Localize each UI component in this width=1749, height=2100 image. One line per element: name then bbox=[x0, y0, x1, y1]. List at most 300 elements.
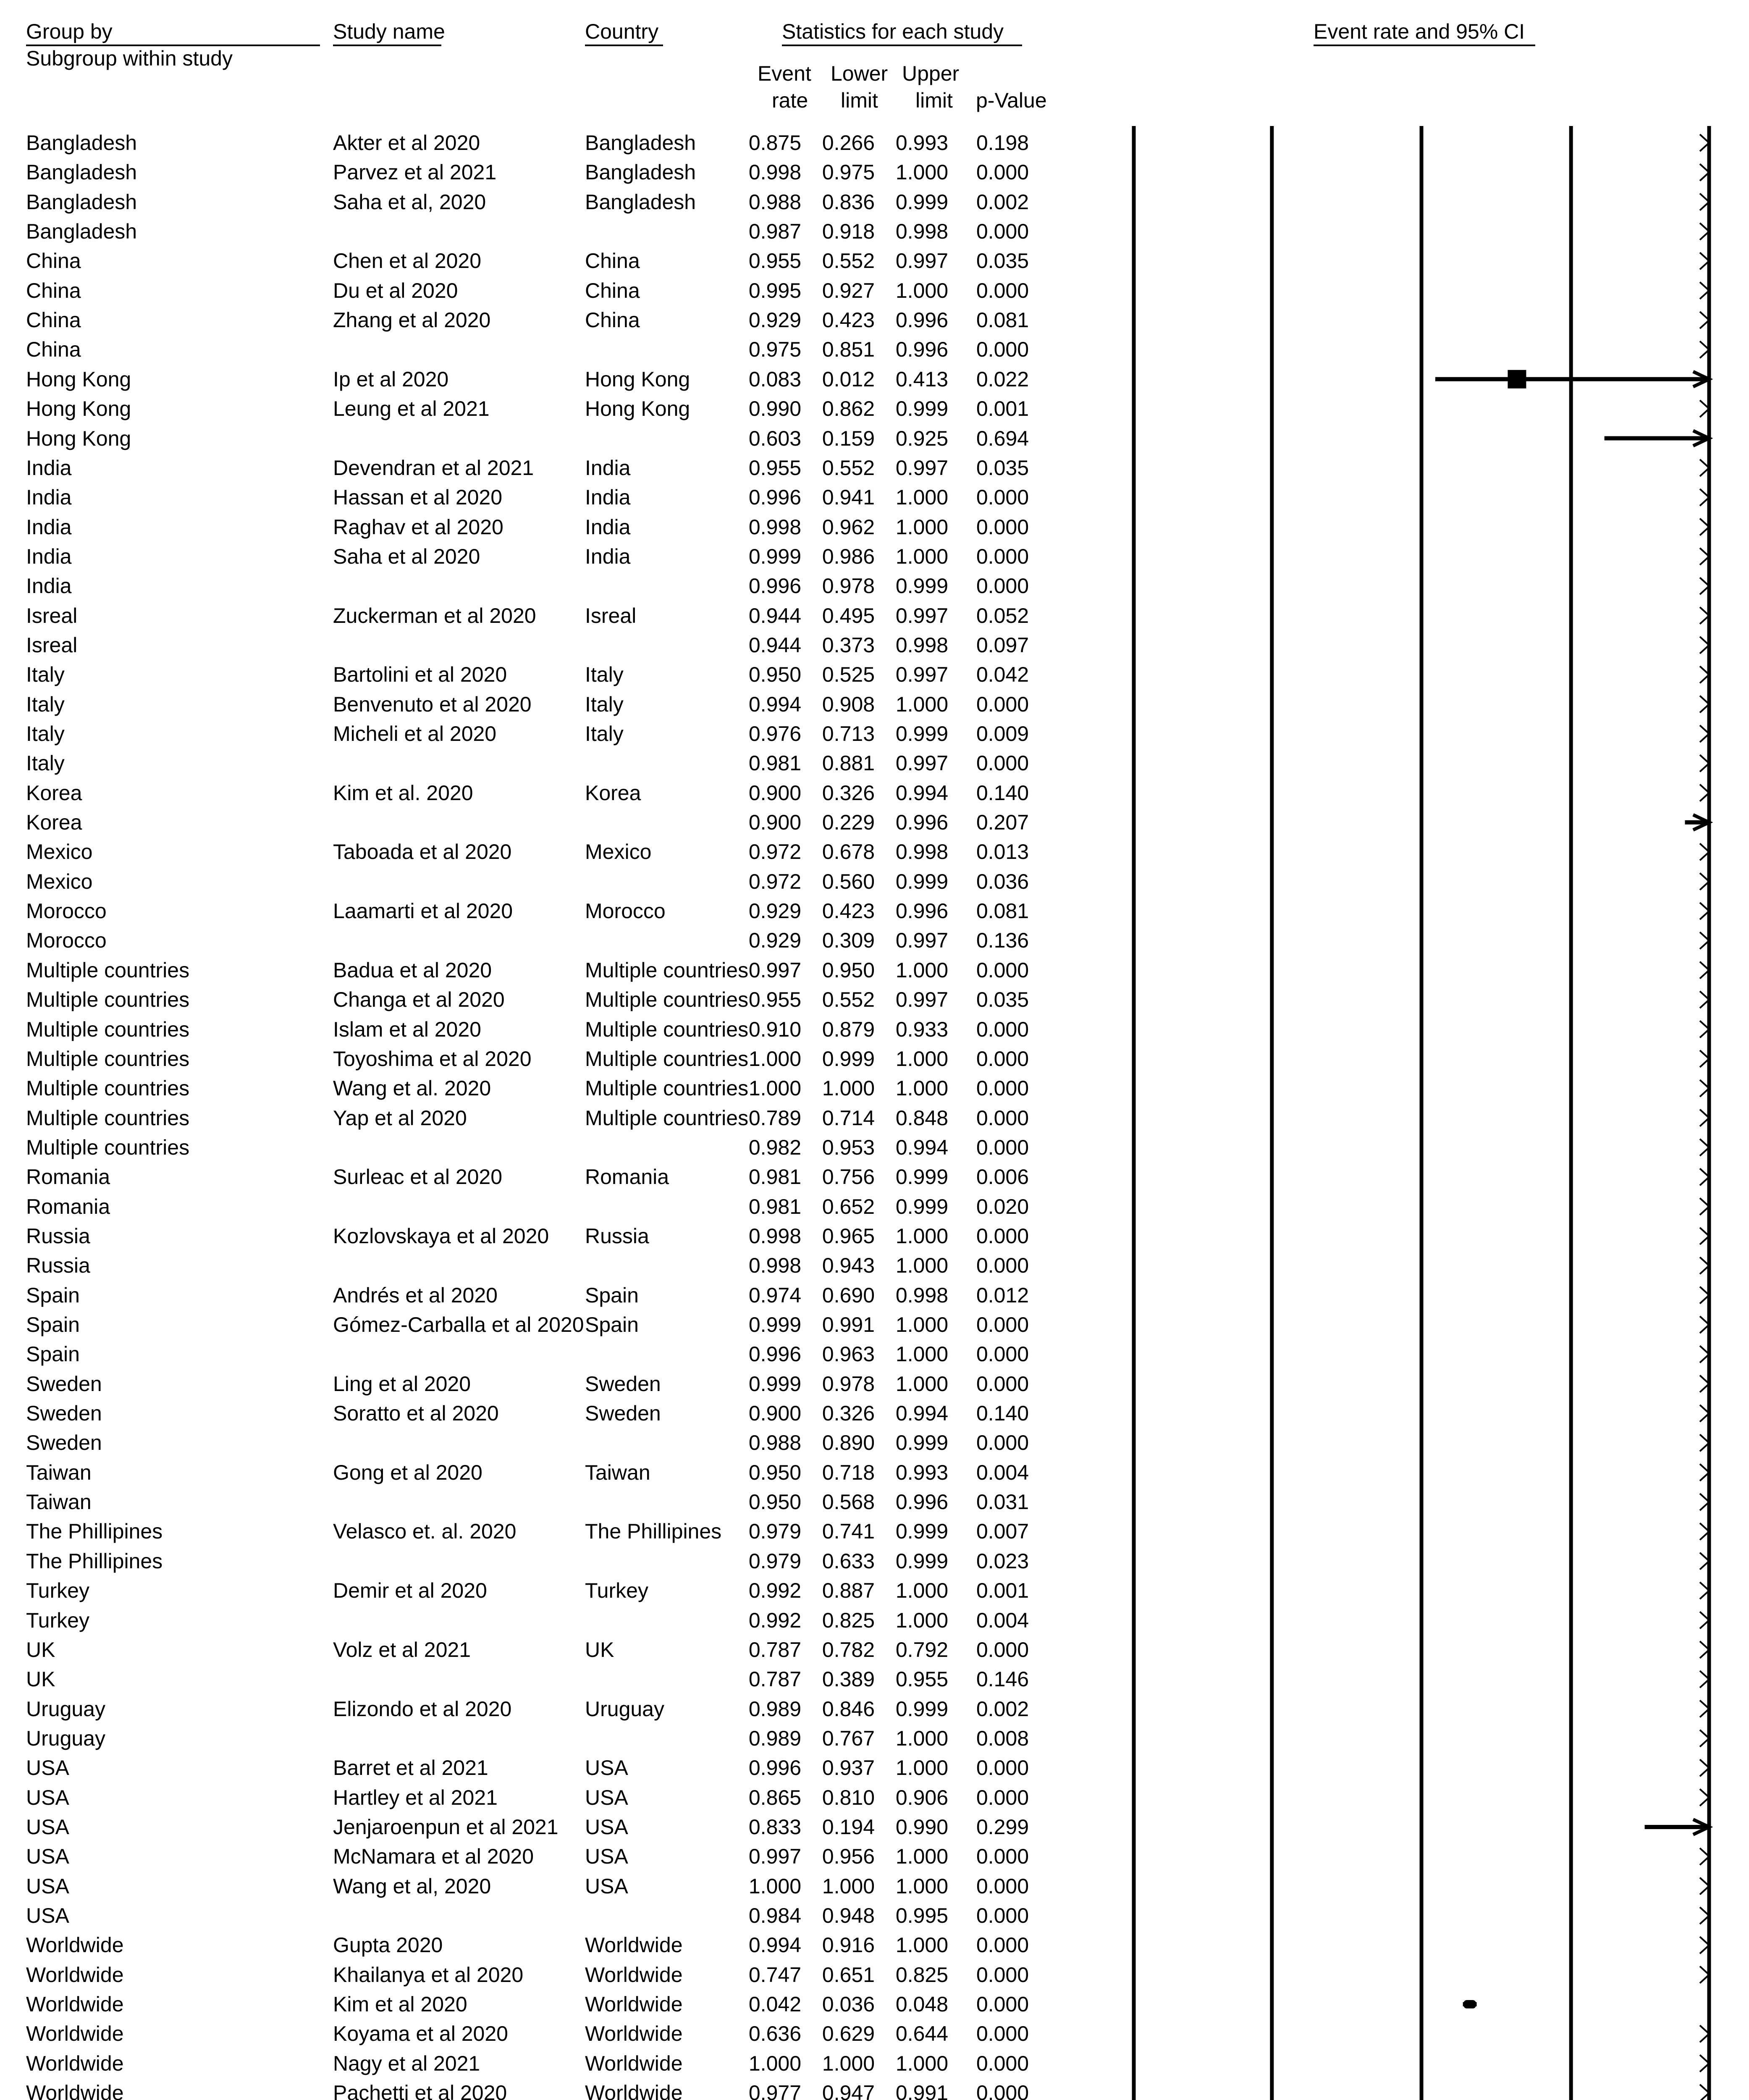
row-p-value: 0.000 bbox=[976, 1785, 1029, 1809]
row-lower-limit: 0.552 bbox=[822, 456, 875, 480]
row-p-value: 0.013 bbox=[976, 840, 1029, 864]
row-group: Taiwan bbox=[26, 1460, 92, 1484]
row-event-rate: 0.988 bbox=[748, 190, 801, 214]
row-group: Italy bbox=[26, 751, 65, 775]
row-group: The Phillipines bbox=[26, 1520, 163, 1544]
row-upper-limit: 1.000 bbox=[895, 1047, 948, 1071]
row-p-value: 0.000 bbox=[976, 751, 1029, 775]
row-group: Spain bbox=[26, 1342, 80, 1366]
row-event-rate: 0.955 bbox=[748, 456, 801, 480]
row-group: USA bbox=[26, 1785, 69, 1809]
row-study-name: Elizondo et al 2020 bbox=[333, 1697, 512, 1721]
row-country: China bbox=[585, 308, 640, 332]
row-study-name: Raghav et al 2020 bbox=[333, 515, 503, 539]
row-lower-limit: 0.552 bbox=[822, 988, 875, 1012]
row-p-value: 0.000 bbox=[976, 1372, 1029, 1396]
row-p-value: 0.000 bbox=[976, 1874, 1029, 1898]
row-group: Bangladesh bbox=[26, 131, 137, 155]
row-group: Morocco bbox=[26, 929, 107, 953]
row-group: India bbox=[26, 486, 72, 509]
row-group: Worldwide bbox=[26, 2051, 124, 2075]
row-event-rate: 0.900 bbox=[748, 781, 801, 805]
row-event-rate: 0.950 bbox=[748, 663, 801, 687]
row-upper-limit: 0.048 bbox=[895, 1992, 948, 2016]
row-group: Multiple countries bbox=[26, 988, 190, 1012]
header-stats: Statistics for each study bbox=[782, 20, 1004, 43]
row-upper-limit: 0.994 bbox=[895, 781, 948, 805]
row-event-rate: 0.787 bbox=[748, 1638, 801, 1662]
row-p-value: 0.012 bbox=[976, 1283, 1029, 1307]
row-group: Multiple countries bbox=[26, 1106, 190, 1130]
row-p-value: 0.022 bbox=[976, 367, 1029, 391]
row-country: India bbox=[585, 486, 631, 509]
row-p-value: 0.000 bbox=[976, 1135, 1029, 1159]
row-lower-limit: 1.000 bbox=[822, 1076, 875, 1100]
row-p-value: 0.000 bbox=[976, 958, 1029, 982]
row-p-value: 0.000 bbox=[976, 692, 1029, 716]
row-country: Italy bbox=[585, 692, 624, 716]
row-country: Worldwide bbox=[585, 1963, 683, 1987]
row-upper-limit: 1.000 bbox=[895, 1608, 948, 1632]
row-group: Italy bbox=[26, 663, 65, 687]
row-study-name: Kim et al. 2020 bbox=[333, 781, 473, 805]
row-country: India bbox=[585, 544, 631, 568]
row-lower-limit: 0.651 bbox=[822, 1963, 875, 1987]
point-estimate bbox=[1508, 370, 1526, 388]
row-country: Romania bbox=[585, 1165, 669, 1189]
row-upper-limit: 1.000 bbox=[895, 1933, 948, 1957]
row-group: Turkey bbox=[26, 1608, 89, 1632]
row-group: USA bbox=[26, 1756, 69, 1780]
row-event-rate: 0.981 bbox=[748, 1165, 801, 1189]
row-lower-limit: 0.690 bbox=[822, 1283, 875, 1307]
row-lower-limit: 0.373 bbox=[822, 633, 875, 657]
row-lower-limit: 0.851 bbox=[822, 338, 875, 362]
row-group: Romania bbox=[26, 1165, 110, 1189]
row-lower-limit: 0.423 bbox=[822, 308, 875, 332]
row-upper-limit: 1.000 bbox=[895, 1845, 948, 1869]
row-p-value: 0.146 bbox=[976, 1667, 1029, 1691]
row-event-rate: 0.875 bbox=[748, 131, 801, 155]
row-study-name: Velasco et. al. 2020 bbox=[333, 1520, 517, 1544]
row-study-name: Taboada et al 2020 bbox=[333, 840, 512, 864]
row-study-name: Kim et al 2020 bbox=[333, 1992, 467, 2016]
row-lower-limit: 0.862 bbox=[822, 397, 875, 421]
header-lower-2: limit bbox=[841, 89, 878, 112]
row-event-rate: 0.865 bbox=[748, 1785, 801, 1809]
row-event-rate: 0.995 bbox=[748, 278, 801, 302]
row-group: Bangladesh bbox=[26, 190, 137, 214]
row-event-rate: 0.944 bbox=[748, 604, 801, 627]
row-group: Isreal bbox=[26, 604, 78, 627]
row-event-rate: 0.984 bbox=[748, 1904, 801, 1927]
row-group: Worldwide bbox=[26, 2081, 124, 2100]
row-country: USA bbox=[585, 1785, 628, 1809]
row-upper-limit: 1.000 bbox=[895, 515, 948, 539]
row-p-value: 0.002 bbox=[976, 1697, 1029, 1721]
row-country: Multiple countries bbox=[585, 1017, 749, 1041]
row-upper-limit: 1.000 bbox=[895, 1254, 948, 1278]
row-group: India bbox=[26, 456, 72, 480]
row-p-value: 0.140 bbox=[976, 781, 1029, 805]
row-lower-limit: 0.678 bbox=[822, 840, 875, 864]
row-p-value: 0.000 bbox=[976, 1638, 1029, 1662]
row-country: Multiple countries bbox=[585, 1106, 749, 1130]
row-p-value: 0.000 bbox=[976, 2022, 1029, 2046]
row-upper-limit: 0.999 bbox=[895, 397, 948, 421]
row-country: India bbox=[585, 515, 631, 539]
row-lower-limit: 0.825 bbox=[822, 1608, 875, 1632]
row-upper-limit: 1.000 bbox=[895, 692, 948, 716]
row-group: Taiwan bbox=[26, 1490, 92, 1514]
row-upper-limit: 0.997 bbox=[895, 988, 948, 1012]
row-group: India bbox=[26, 574, 72, 598]
row-upper-limit: 1.000 bbox=[895, 1756, 948, 1780]
row-lower-limit: 0.937 bbox=[822, 1756, 875, 1780]
row-study-name: McNamara et al 2020 bbox=[333, 1845, 534, 1869]
row-lower-limit: 0.652 bbox=[822, 1194, 875, 1218]
row-group: Worldwide bbox=[26, 1933, 124, 1957]
row-lower-limit: 0.963 bbox=[822, 1342, 875, 1366]
row-p-value: 0.000 bbox=[976, 1017, 1029, 1041]
row-country: Korea bbox=[585, 781, 641, 805]
row-upper-limit: 1.000 bbox=[895, 1874, 948, 1898]
row-lower-limit: 0.229 bbox=[822, 811, 875, 835]
row-upper-limit: 0.825 bbox=[895, 1963, 948, 1987]
row-study-name: Badua et al 2020 bbox=[333, 958, 492, 982]
row-lower-limit: 0.713 bbox=[822, 722, 875, 746]
row-upper-limit: 1.000 bbox=[895, 1224, 948, 1248]
row-upper-limit: 0.955 bbox=[895, 1667, 948, 1691]
row-group: Spain bbox=[26, 1313, 80, 1336]
row-study-name: Nagy et al 2021 bbox=[333, 2051, 480, 2075]
row-lower-limit: 0.991 bbox=[822, 1313, 875, 1336]
row-upper-limit: 0.997 bbox=[895, 604, 948, 627]
row-country: Worldwide bbox=[585, 1992, 683, 2016]
row-p-value: 0.198 bbox=[976, 131, 1029, 155]
row-group: Multiple countries bbox=[26, 1017, 190, 1041]
row-upper-limit: 0.848 bbox=[895, 1106, 948, 1130]
row-p-value: 0.031 bbox=[976, 1490, 1029, 1514]
row-event-rate: 0.996 bbox=[748, 1342, 801, 1366]
row-study-name: Micheli et al 2020 bbox=[333, 722, 497, 746]
row-study-name: Akter et al 2020 bbox=[333, 131, 480, 155]
row-upper-limit: 0.998 bbox=[895, 1283, 948, 1307]
row-upper-limit: 0.999 bbox=[895, 1520, 948, 1544]
header-pvalue: p-Value bbox=[976, 89, 1047, 112]
row-upper-limit: 0.996 bbox=[895, 811, 948, 835]
row-lower-limit: 0.908 bbox=[822, 692, 875, 716]
row-lower-limit: 0.495 bbox=[822, 604, 875, 627]
row-p-value: 0.000 bbox=[976, 220, 1029, 244]
row-upper-limit: 0.792 bbox=[895, 1638, 948, 1662]
row-upper-limit: 0.997 bbox=[895, 663, 948, 687]
row-lower-limit: 0.560 bbox=[822, 869, 875, 893]
row-group: Korea bbox=[26, 811, 82, 835]
row-lower-limit: 0.879 bbox=[822, 1017, 875, 1041]
row-study-name: Khailanya et al 2020 bbox=[333, 1963, 524, 1987]
row-country: Multiple countries bbox=[585, 958, 749, 982]
row-lower-limit: 0.568 bbox=[822, 1490, 875, 1514]
row-group: Morocco bbox=[26, 899, 107, 923]
row-country: Isreal bbox=[585, 604, 637, 627]
row-p-value: 0.000 bbox=[976, 1845, 1029, 1869]
row-group: Romania bbox=[26, 1194, 110, 1218]
row-upper-limit: 0.413 bbox=[895, 367, 948, 391]
row-p-value: 0.001 bbox=[976, 397, 1029, 421]
row-upper-limit: 0.999 bbox=[895, 869, 948, 893]
row-p-value: 0.000 bbox=[976, 1076, 1029, 1100]
row-lower-limit: 0.881 bbox=[822, 751, 875, 775]
row-p-value: 0.000 bbox=[976, 1963, 1029, 1987]
row-group: Worldwide bbox=[26, 1992, 124, 2016]
row-country: Worldwide bbox=[585, 2081, 683, 2100]
row-study-name: Islam et al 2020 bbox=[333, 1017, 481, 1041]
row-lower-limit: 0.962 bbox=[822, 515, 875, 539]
row-lower-limit: 0.326 bbox=[822, 1402, 875, 1425]
row-lower-limit: 0.194 bbox=[822, 1815, 875, 1839]
row-upper-limit: 0.999 bbox=[895, 1431, 948, 1455]
row-p-value: 0.000 bbox=[976, 1313, 1029, 1336]
row-event-rate: 0.997 bbox=[748, 958, 801, 982]
row-group: The Phillipines bbox=[26, 1549, 163, 1573]
row-p-value: 0.036 bbox=[976, 869, 1029, 893]
row-event-rate: 0.787 bbox=[748, 1667, 801, 1691]
row-p-value: 0.694 bbox=[976, 426, 1029, 450]
row-country: Spain bbox=[585, 1313, 639, 1336]
row-event-rate: 1.000 bbox=[748, 2051, 801, 2075]
row-group: Sweden bbox=[26, 1431, 102, 1455]
row-upper-limit: 0.999 bbox=[895, 1549, 948, 1573]
row-p-value: 0.000 bbox=[976, 1431, 1029, 1455]
row-p-value: 0.004 bbox=[976, 1608, 1029, 1632]
row-group: Mexico bbox=[26, 840, 93, 864]
header-study-name: Study name bbox=[333, 20, 445, 43]
row-event-rate: 1.000 bbox=[748, 1047, 801, 1071]
row-p-value: 0.052 bbox=[976, 604, 1029, 627]
row-upper-limit: 0.906 bbox=[895, 1785, 948, 1809]
header-lower-1: Lower bbox=[831, 62, 888, 85]
row-p-value: 0.020 bbox=[976, 1194, 1029, 1218]
row-p-value: 0.097 bbox=[976, 633, 1029, 657]
row-event-rate: 0.996 bbox=[748, 1756, 801, 1780]
row-lower-limit: 0.916 bbox=[822, 1933, 875, 1957]
row-lower-limit: 0.629 bbox=[822, 2022, 875, 2046]
row-event-rate: 0.998 bbox=[748, 1254, 801, 1278]
row-upper-limit: 0.998 bbox=[895, 220, 948, 244]
row-p-value: 0.000 bbox=[976, 338, 1029, 362]
row-group: USA bbox=[26, 1874, 69, 1898]
row-country: Multiple countries bbox=[585, 988, 749, 1012]
row-upper-limit: 0.998 bbox=[895, 633, 948, 657]
row-p-value: 0.000 bbox=[976, 1342, 1029, 1366]
row-group: China bbox=[26, 249, 81, 273]
header-country: Country bbox=[585, 20, 659, 43]
row-group: USA bbox=[26, 1845, 69, 1869]
row-group: Uruguay bbox=[26, 1697, 105, 1721]
row-event-rate: 0.955 bbox=[748, 988, 801, 1012]
row-country: Turkey bbox=[585, 1579, 648, 1603]
row-group: Korea bbox=[26, 781, 82, 805]
row-lower-limit: 0.918 bbox=[822, 220, 875, 244]
row-p-value: 0.000 bbox=[976, 1047, 1029, 1071]
row-p-value: 0.006 bbox=[976, 1165, 1029, 1189]
row-group: India bbox=[26, 544, 72, 568]
row-group: Worldwide bbox=[26, 2022, 124, 2046]
row-lower-limit: 0.633 bbox=[822, 1549, 875, 1573]
row-p-value: 0.081 bbox=[976, 308, 1029, 332]
row-study-name: Zuckerman et al 2020 bbox=[333, 604, 536, 627]
row-upper-limit: 0.999 bbox=[895, 1697, 948, 1721]
row-upper-limit: 0.997 bbox=[895, 456, 948, 480]
row-lower-limit: 0.947 bbox=[822, 2081, 875, 2100]
row-upper-limit: 0.996 bbox=[895, 1490, 948, 1514]
row-p-value: 0.207 bbox=[976, 811, 1029, 835]
row-country: India bbox=[585, 456, 631, 480]
row-study-name: Gómez-Carballa et al 2020 bbox=[333, 1313, 584, 1336]
row-p-value: 0.000 bbox=[976, 1933, 1029, 1957]
row-study-name: Soratto et al 2020 bbox=[333, 1402, 499, 1425]
row-lower-limit: 0.950 bbox=[822, 958, 875, 982]
row-country: Multiple countries bbox=[585, 1047, 749, 1071]
row-country: Hong Kong bbox=[585, 397, 690, 421]
row-group: India bbox=[26, 515, 72, 539]
row-group: China bbox=[26, 338, 81, 362]
row-upper-limit: 0.999 bbox=[895, 1165, 948, 1189]
row-lower-limit: 0.326 bbox=[822, 781, 875, 805]
row-p-value: 0.001 bbox=[976, 1579, 1029, 1603]
row-group: UK bbox=[26, 1667, 55, 1691]
row-study-name: Saha et al 2020 bbox=[333, 544, 480, 568]
row-study-name: Toyoshima et al 2020 bbox=[333, 1047, 532, 1071]
row-event-rate: 0.950 bbox=[748, 1460, 801, 1484]
row-lower-limit: 0.767 bbox=[822, 1726, 875, 1750]
row-event-rate: 0.950 bbox=[748, 1490, 801, 1514]
row-country: Hong Kong bbox=[585, 367, 690, 391]
row-study-name: Pachetti et al 2020 bbox=[333, 2081, 507, 2100]
row-lower-limit: 0.953 bbox=[822, 1135, 875, 1159]
row-event-rate: 0.747 bbox=[748, 1963, 801, 1987]
row-p-value: 0.000 bbox=[976, 574, 1029, 598]
row-event-rate: 0.955 bbox=[748, 249, 801, 273]
row-upper-limit: 0.933 bbox=[895, 1017, 948, 1041]
row-lower-limit: 0.846 bbox=[822, 1697, 875, 1721]
row-upper-limit: 1.000 bbox=[895, 1342, 948, 1366]
row-upper-limit: 0.994 bbox=[895, 1402, 948, 1425]
row-event-rate: 0.974 bbox=[748, 1283, 801, 1307]
row-country: USA bbox=[585, 1874, 628, 1898]
row-study-name: Wang et al, 2020 bbox=[333, 1874, 491, 1898]
row-study-name: Yap et al 2020 bbox=[333, 1106, 467, 1130]
row-event-rate: 0.982 bbox=[748, 1135, 801, 1159]
row-p-value: 0.136 bbox=[976, 929, 1029, 953]
row-study-name: Saha et al, 2020 bbox=[333, 190, 486, 214]
row-study-name: Changa et al 2020 bbox=[333, 988, 505, 1012]
row-lower-limit: 0.978 bbox=[822, 1372, 875, 1396]
row-group: UK bbox=[26, 1638, 55, 1662]
row-group: Isreal bbox=[26, 633, 78, 657]
row-lower-limit: 0.389 bbox=[822, 1667, 875, 1691]
row-upper-limit: 0.997 bbox=[895, 751, 948, 775]
row-lower-limit: 0.810 bbox=[822, 1785, 875, 1809]
row-event-rate: 0.833 bbox=[748, 1815, 801, 1839]
row-study-name: Ip et al 2020 bbox=[333, 367, 449, 391]
row-country: Russia bbox=[585, 1224, 649, 1248]
row-group: Sweden bbox=[26, 1402, 102, 1425]
row-event-rate: 0.989 bbox=[748, 1697, 801, 1721]
row-upper-limit: 0.991 bbox=[895, 2081, 948, 2100]
row-study-name: Benvenuto et al 2020 bbox=[333, 692, 532, 716]
row-lower-limit: 0.836 bbox=[822, 190, 875, 214]
row-study-name: Jenjaroenpun et al 2021 bbox=[333, 1815, 559, 1839]
row-p-value: 0.000 bbox=[976, 515, 1029, 539]
row-group: Sweden bbox=[26, 1372, 102, 1396]
row-upper-limit: 0.996 bbox=[895, 899, 948, 923]
row-event-rate: 0.900 bbox=[748, 1402, 801, 1425]
row-study-name: Kozlovskaya et al 2020 bbox=[333, 1224, 549, 1248]
row-upper-limit: 1.000 bbox=[895, 544, 948, 568]
row-group: Turkey bbox=[26, 1579, 89, 1603]
row-p-value: 0.009 bbox=[976, 722, 1029, 746]
row-event-rate: 0.929 bbox=[748, 929, 801, 953]
row-country: USA bbox=[585, 1845, 628, 1869]
row-p-value: 0.000 bbox=[976, 2051, 1029, 2075]
row-p-value: 0.000 bbox=[976, 2081, 1029, 2100]
row-p-value: 0.081 bbox=[976, 899, 1029, 923]
row-event-rate: 0.975 bbox=[748, 338, 801, 362]
row-p-value: 0.000 bbox=[976, 278, 1029, 302]
row-event-rate: 0.900 bbox=[748, 811, 801, 835]
row-event-rate: 0.988 bbox=[748, 1431, 801, 1455]
row-upper-limit: 1.000 bbox=[895, 2051, 948, 2075]
row-group: Italy bbox=[26, 722, 65, 746]
row-p-value: 0.008 bbox=[976, 1726, 1029, 1750]
row-event-rate: 0.981 bbox=[748, 751, 801, 775]
row-event-rate: 1.000 bbox=[748, 1076, 801, 1100]
row-country: UK bbox=[585, 1638, 614, 1662]
row-group: Bangladesh bbox=[26, 220, 137, 244]
row-country: China bbox=[585, 249, 640, 273]
row-p-value: 0.035 bbox=[976, 456, 1029, 480]
row-event-rate: 0.979 bbox=[748, 1520, 801, 1544]
row-lower-limit: 0.552 bbox=[822, 249, 875, 273]
row-event-rate: 0.996 bbox=[748, 486, 801, 509]
row-upper-limit: 0.994 bbox=[895, 1135, 948, 1159]
row-event-rate: 0.998 bbox=[748, 160, 801, 184]
row-lower-limit: 0.941 bbox=[822, 486, 875, 509]
row-group: Bangladesh bbox=[26, 160, 137, 184]
row-group: USA bbox=[26, 1904, 69, 1927]
row-p-value: 0.002 bbox=[976, 190, 1029, 214]
row-study-name: Andrés et al 2020 bbox=[333, 1283, 498, 1307]
row-group: China bbox=[26, 308, 81, 332]
row-p-value: 0.035 bbox=[976, 249, 1029, 273]
row-event-rate: 0.042 bbox=[748, 1992, 801, 2016]
row-p-value: 0.000 bbox=[976, 544, 1029, 568]
row-event-rate: 0.998 bbox=[748, 515, 801, 539]
row-country: Mexico bbox=[585, 840, 652, 864]
row-group: Spain bbox=[26, 1283, 80, 1307]
row-country: Worldwide bbox=[585, 2022, 683, 2046]
row-upper-limit: 0.996 bbox=[895, 308, 948, 332]
row-upper-limit: 0.999 bbox=[895, 722, 948, 746]
row-upper-limit: 1.000 bbox=[895, 1372, 948, 1396]
row-country: Worldwide bbox=[585, 1933, 683, 1957]
row-upper-limit: 1.000 bbox=[895, 1076, 948, 1100]
row-upper-limit: 1.000 bbox=[895, 1313, 948, 1336]
row-study-name: Gong et al 2020 bbox=[333, 1460, 482, 1484]
header-event-rate-2: rate bbox=[772, 89, 808, 112]
